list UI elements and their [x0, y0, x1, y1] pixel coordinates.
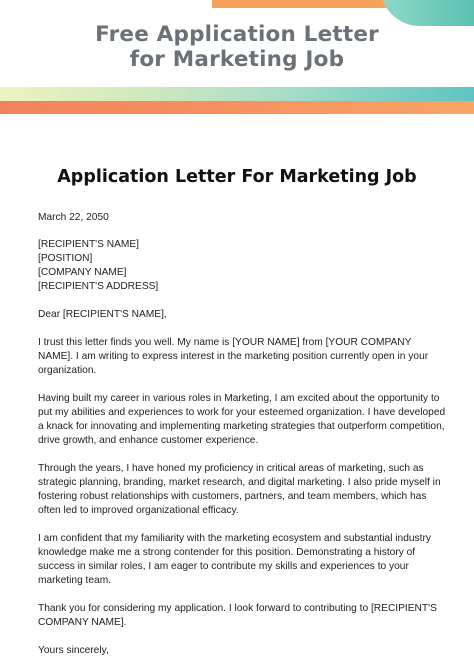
letter-body [38, 211, 448, 671]
letter-date: March 22, 2050 [38, 212, 109, 223]
recipient-company: [COMPANY NAME] [38, 267, 127, 278]
decorative-orange-bar [212, 0, 392, 8]
paragraph-skills: Through the years, I have honed my proficiency in critical areas of marketing, such as strategic planning, branding, market research, and digital marketing. I also pride myself in fostering robust relationships with customers, partners, and team members, which has often led to improved organizational efficacy. [38, 463, 441, 516]
banner-title [0, 22, 474, 72]
recipient-block [38, 238, 448, 294]
banner-title-line-2: for Marketing Job [129, 47, 345, 72]
header-banner [0, 0, 474, 114]
decorative-orange-stripe [0, 101, 474, 114]
decorative-green-stripe [0, 87, 474, 101]
paragraph-experience: Having built my career in various roles in Marketing, I am excited about the opportunity to put my abilities and experiences to work for your esteemed organization. I have developed a knack for innovating and implementing marketing strategies that outperform competition, drive growth, and enhance customer experience. [38, 393, 446, 446]
paragraph-intro: I trust this letter finds you well. My name is [YOUR NAME] from [YOUR COMPANY NAME]. I am writing to express interest in the marketing position currently open in your organization. [38, 337, 429, 376]
paragraph-thanks: Thank you for considering my application. I look forward to contributing to [RECIPIENT'S COMPANY NAME]. [38, 603, 437, 628]
closing: Yours sincerely, [38, 645, 109, 656]
salutation: Dear [RECIPIENT'S NAME], [38, 309, 167, 320]
paragraph-confidence: I am confident that my familiarity with the marketing ecosystem and substantial industry knowledge make me a strong contender for this position. Demonstrating a history of success in similar roles, I am eager to contribute my skills and experiences to your marketing team. [38, 533, 431, 586]
letter-title: Application Letter For Marketing Job [57, 167, 417, 187]
banner-title-line-1: Free Application Letter [95, 22, 379, 47]
recipient-position: [POSITION] [38, 253, 93, 264]
recipient-address: [RECIPIENT'S ADDRESS] [38, 281, 159, 292]
recipient-name: [RECIPIENT'S NAME] [38, 239, 140, 250]
